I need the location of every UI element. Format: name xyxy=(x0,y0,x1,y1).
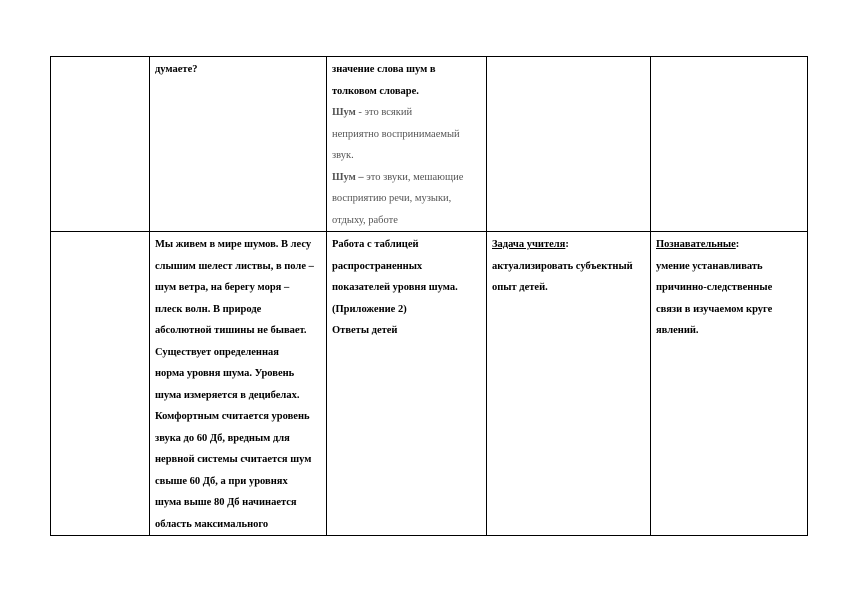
text-line: звук. xyxy=(332,150,354,161)
definition-separator: – xyxy=(355,171,367,183)
text-line: значение слова шум в xyxy=(332,64,436,75)
text-line: абсолютной тишины не бывает. xyxy=(155,325,307,336)
text-line: Существует определенная xyxy=(155,346,279,358)
uud-text-block xyxy=(656,256,803,342)
cell-student-activity xyxy=(327,57,487,232)
table-row xyxy=(51,232,808,536)
goal-heading-line xyxy=(492,234,646,256)
text-line: показателей уровня шума. xyxy=(332,282,458,293)
definition-text: это всякий xyxy=(364,107,413,118)
text-line: слышим шелест листвы, в поле – xyxy=(155,260,314,272)
text-line: восприятию речи, музыки, xyxy=(332,193,452,204)
text-line: шума выше 80 Дб начинается xyxy=(155,497,297,508)
text-line: умение устанавливать xyxy=(656,260,763,272)
cell-uud xyxy=(651,57,808,232)
text-line: толковом словаре. xyxy=(332,85,419,97)
text-line: звука до 60 Дб, вредным для xyxy=(155,432,290,444)
text-line: нервной системы считается шум xyxy=(155,454,312,465)
text-line: опыт детей. xyxy=(492,282,548,293)
goal-text-block xyxy=(492,256,646,299)
text-line: Мы живем в мире шумов. В лесу xyxy=(155,239,312,250)
definition-term: Шум xyxy=(332,107,356,118)
cell-empty xyxy=(51,57,150,232)
cell-teacher-activity xyxy=(150,57,327,232)
text-line: актуализировать субъектный xyxy=(492,260,633,272)
uud-heading-suffix: : xyxy=(735,239,740,250)
text-line: Ответы детей xyxy=(332,325,398,336)
table-row xyxy=(51,57,808,232)
definition-line xyxy=(332,167,482,189)
text-line: Работа с таблицей xyxy=(332,239,419,250)
goal-heading: Задача учителя xyxy=(492,239,566,250)
cell-teacher-activity xyxy=(150,232,327,536)
text-line: распространенных xyxy=(332,260,423,272)
uud-heading-line xyxy=(656,234,803,256)
cell-student-activity xyxy=(327,232,487,536)
cell-goals xyxy=(487,232,651,536)
text-line: плеск волн. В природе xyxy=(155,303,262,315)
text-line: явлений. xyxy=(656,325,699,336)
student-text-block xyxy=(332,234,482,342)
cell-uud xyxy=(651,232,808,536)
text-line: норма уровня шума. Уровень xyxy=(155,368,295,379)
lesson-table xyxy=(50,56,808,536)
text-line: думаете? xyxy=(155,64,198,75)
text-line: причинно-следственные xyxy=(656,282,773,293)
cell-empty xyxy=(51,232,150,536)
text-line: свыше 60 Дб, а при уровнях xyxy=(155,475,288,487)
goal-heading-suffix: : xyxy=(565,239,569,250)
definition-text: это звуки, мешающие xyxy=(366,171,464,183)
text-line: связи в изучаемом круге xyxy=(656,303,773,315)
teacher-text-block xyxy=(155,234,322,535)
text-line: отдыху, работе xyxy=(332,214,398,226)
text-line: Комфортным считается уровень xyxy=(155,411,310,422)
text-line: шума измеряется в децибелах. xyxy=(155,389,300,401)
definition-separator: - xyxy=(355,107,365,118)
cell-goals xyxy=(487,57,651,232)
definition-term: Шум xyxy=(332,171,356,183)
text-line: неприятно воспринимаемый xyxy=(332,128,460,140)
text-line: шум ветра, на берегу моря – xyxy=(155,282,290,293)
text-line: (Приложение 2) xyxy=(332,303,407,315)
definition-line xyxy=(332,102,482,124)
uud-heading: Познавательные xyxy=(656,239,736,250)
text-line: область максимального xyxy=(155,518,269,530)
